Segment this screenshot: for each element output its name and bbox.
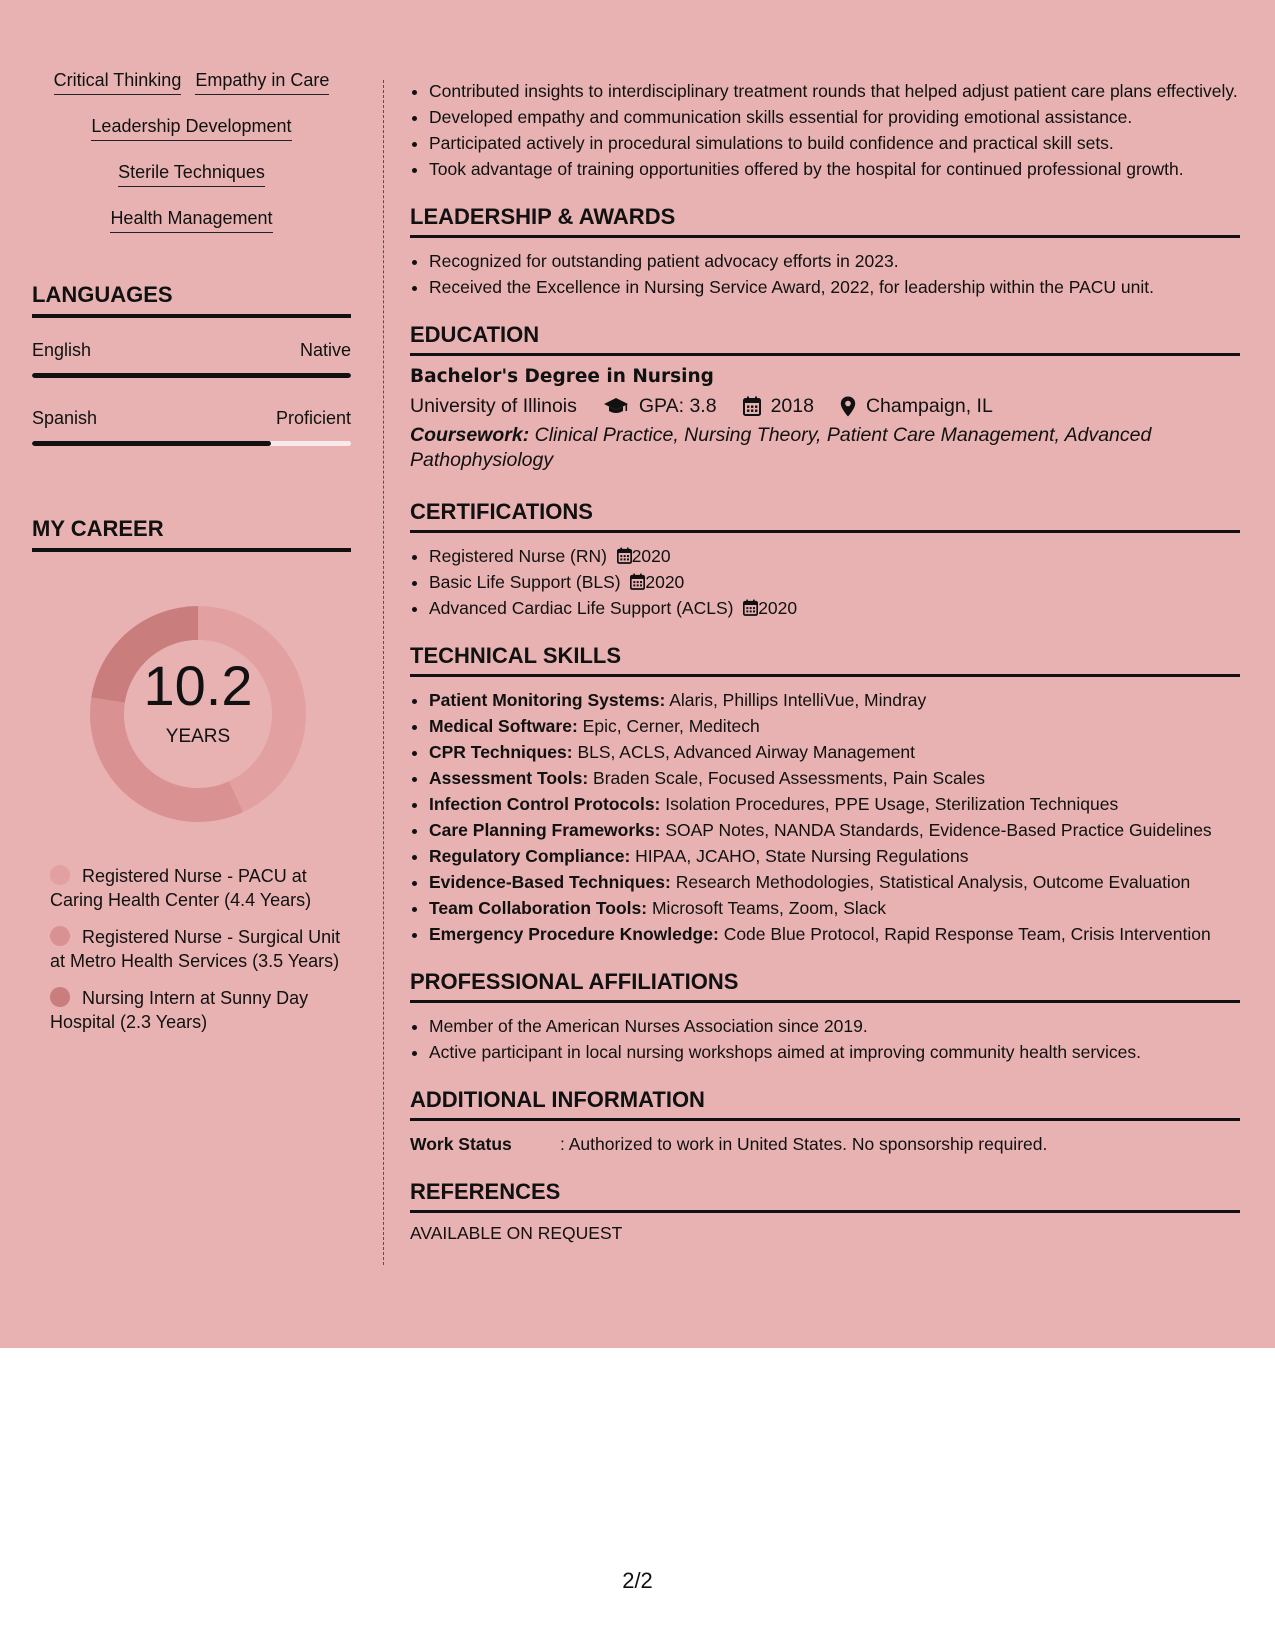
skill-label: Medical Software: bbox=[429, 716, 578, 736]
calendar-icon bbox=[743, 599, 758, 616]
skill-value: SOAP Notes, NANDA Standards, Evidence-Based Practice Guidelines bbox=[665, 820, 1212, 840]
skill-label: Team Collaboration Tools: bbox=[429, 898, 648, 918]
skill-row bbox=[32, 70, 351, 95]
list-item: • Developed empathy and communication skills essential for providing emotional assistance. bbox=[429, 104, 1240, 130]
skill-row bbox=[32, 208, 351, 233]
legend-label: Nursing Intern at Sunny Day Hospital (2.3 Years) bbox=[50, 988, 309, 1032]
list-item bbox=[429, 569, 1240, 595]
map-pin-icon bbox=[840, 396, 856, 417]
cert-name: Advanced Cardiac Life Support (ACLS) bbox=[429, 598, 734, 618]
skill-value: Isolation Procedures, PPE Usage, Sterilization Techniques bbox=[665, 794, 1119, 814]
skill-value: Code Blue Protocol, Rapid Response Team, Crisis Intervention bbox=[723, 924, 1211, 944]
list-item bbox=[429, 595, 1240, 621]
calendar-icon bbox=[743, 396, 761, 416]
language-bar-fill bbox=[32, 441, 271, 446]
legend-dot-icon bbox=[50, 865, 70, 885]
skill-row bbox=[32, 116, 351, 141]
career-donut-chart bbox=[78, 594, 318, 834]
skill-value: BLS, ACLS, Advanced Airway Management bbox=[577, 742, 916, 762]
list-item bbox=[429, 739, 1240, 765]
certifications-list bbox=[410, 543, 1240, 621]
left-column bbox=[32, 70, 351, 1047]
affiliations-heading: PROFESSIONAL AFFILIATIONS bbox=[410, 969, 1240, 1003]
languages-heading: LANGUAGES bbox=[32, 282, 351, 318]
cert-name: Basic Life Support (BLS) bbox=[429, 572, 621, 592]
cert-year: 2020 bbox=[631, 546, 671, 566]
language-bar bbox=[32, 441, 351, 446]
calendar-icon bbox=[630, 573, 645, 590]
degree-title: Bachelor's Degree in Nursing bbox=[410, 366, 714, 387]
legend-dot-icon bbox=[50, 987, 70, 1007]
certifications-heading: CERTIFICATIONS bbox=[410, 499, 1240, 533]
skill-tag: Critical Thinking bbox=[54, 70, 182, 95]
school-location: Champaign, IL bbox=[865, 395, 993, 417]
career-legend bbox=[50, 864, 351, 1034]
skill-value: Epic, Cerner, Meditech bbox=[582, 716, 760, 736]
skill-label: Patient Monitoring Systems: bbox=[429, 690, 666, 710]
affiliations-list bbox=[410, 1013, 1240, 1065]
right-column bbox=[410, 78, 1240, 1244]
list-item: • Participated actively in procedural simulations to build confidence and practical skill sets. bbox=[429, 130, 1240, 156]
legend-label: Registered Nurse - Surgical Unit at Metro Health Services (3.5 Years) bbox=[50, 927, 341, 971]
graduation-cap-icon bbox=[603, 396, 629, 416]
skill-label: Infection Control Protocols: bbox=[429, 794, 661, 814]
language-bar-fill bbox=[32, 373, 351, 378]
skill-label: Emergency Procedure Knowledge: bbox=[429, 924, 719, 944]
list-item: • Member of the American Nurses Association since 2019. bbox=[429, 1013, 1240, 1039]
skill-label: Regulatory Compliance: bbox=[429, 846, 631, 866]
skill-tag: Empathy in Care bbox=[195, 70, 329, 95]
cert-name: Registered Nurse (RN) bbox=[429, 546, 607, 566]
language-english bbox=[32, 340, 351, 378]
list-item bbox=[429, 895, 1240, 921]
skill-label: CPR Techniques: bbox=[429, 742, 573, 762]
language-name: Spanish bbox=[32, 408, 98, 428]
skills-list bbox=[32, 70, 351, 233]
legend-dot-icon bbox=[50, 926, 70, 946]
career-heading: MY CAREER bbox=[32, 516, 351, 552]
additional-info-heading: ADDITIONAL INFORMATION bbox=[410, 1087, 1240, 1121]
education-details bbox=[410, 391, 1240, 421]
skill-label: Evidence-Based Techniques: bbox=[429, 872, 671, 892]
skill-value: Alaris, Phillips IntelliVue, Mindray bbox=[669, 690, 927, 710]
technical-skills-list bbox=[410, 687, 1240, 947]
list-item bbox=[429, 765, 1240, 791]
calendar-icon bbox=[617, 547, 632, 564]
language-bar bbox=[32, 373, 351, 378]
list-item bbox=[429, 713, 1240, 739]
coursework-list: Clinical Practice, Nursing Theory, Patient Care Management, Advanced Pathophysiology bbox=[410, 424, 1152, 471]
legend-item bbox=[50, 986, 351, 1034]
skill-tag: Leadership Development bbox=[91, 116, 291, 141]
language-spanish bbox=[32, 408, 351, 446]
list-item: • Contributed insights to interdisciplinary treatment rounds that helped adjust patient care plans effectively. bbox=[429, 78, 1240, 104]
list-item bbox=[429, 869, 1240, 895]
education-heading: EDUCATION bbox=[410, 322, 1240, 356]
list-item bbox=[429, 817, 1240, 843]
coursework-label: Coursework: bbox=[410, 424, 530, 446]
awards-heading: LEADERSHIP & AWARDS bbox=[410, 204, 1240, 238]
skill-value: Research Methodologies, Statistical Analysis, Outcome Evaluation bbox=[675, 872, 1191, 892]
coursework bbox=[410, 423, 1240, 473]
list-item: • Received the Excellence in Nursing Service Award, 2022, for leadership within the PACU unit. bbox=[429, 274, 1240, 300]
legend-item bbox=[50, 864, 351, 912]
skill-value: Microsoft Teams, Zoom, Slack bbox=[651, 898, 887, 918]
career-years-label: YEARS bbox=[165, 726, 231, 747]
language-name: English bbox=[32, 340, 92, 360]
skill-value: HIPAA, JCAHO, State Nursing Regulations bbox=[635, 846, 969, 866]
skill-value: Braden Scale, Focused Assessments, Pain Scales bbox=[593, 768, 986, 788]
legend-label: Registered Nurse - PACU at Caring Health Center (4.4 Years) bbox=[50, 866, 312, 910]
gpa: GPA: 3.8 bbox=[638, 395, 717, 417]
skill-row bbox=[32, 162, 351, 187]
work-status bbox=[410, 1131, 1240, 1157]
cert-year: 2020 bbox=[645, 572, 685, 592]
experience-bullets bbox=[410, 78, 1240, 182]
list-item: • Took advantage of training opportunities offered by the hospital for continued professional growth. bbox=[429, 156, 1240, 182]
skill-label: Assessment Tools: bbox=[429, 768, 589, 788]
column-divider bbox=[383, 80, 384, 1265]
list-item bbox=[429, 543, 1240, 569]
list-item bbox=[429, 921, 1240, 947]
list-item: • Active participant in local nursing workshops aimed at improving community health services. bbox=[429, 1039, 1240, 1065]
skill-tag: Health Management bbox=[110, 208, 272, 233]
page-number: 2/2 bbox=[622, 1568, 653, 1593]
list-item bbox=[429, 687, 1240, 713]
cert-year: 2020 bbox=[758, 598, 798, 618]
list-item bbox=[429, 843, 1240, 869]
list-item bbox=[429, 791, 1240, 817]
work-status-label: Work Status bbox=[410, 1134, 512, 1154]
language-level: Native bbox=[299, 340, 351, 360]
references-text: AVAILABLE ON REQUEST bbox=[410, 1223, 623, 1243]
skill-label: Care Planning Frameworks: bbox=[429, 820, 661, 840]
awards-list bbox=[410, 248, 1240, 300]
language-level: Proficient bbox=[275, 408, 351, 428]
legend-item bbox=[50, 925, 351, 973]
skill-tag: Sterile Techniques bbox=[118, 162, 265, 187]
graduation-year: 2018 bbox=[770, 395, 814, 417]
references-heading: REFERENCES bbox=[410, 1179, 1240, 1213]
list-item: • Recognized for outstanding patient advocacy efforts in 2023. bbox=[429, 248, 1240, 274]
technical-skills-heading: TECHNICAL SKILLS bbox=[410, 643, 1240, 677]
work-status-value: : Authorized to work in United States. No sponsorship required. bbox=[560, 1134, 1048, 1154]
school-name: University of Illinois bbox=[410, 395, 577, 417]
career-total-years: 10.2 bbox=[143, 654, 253, 717]
